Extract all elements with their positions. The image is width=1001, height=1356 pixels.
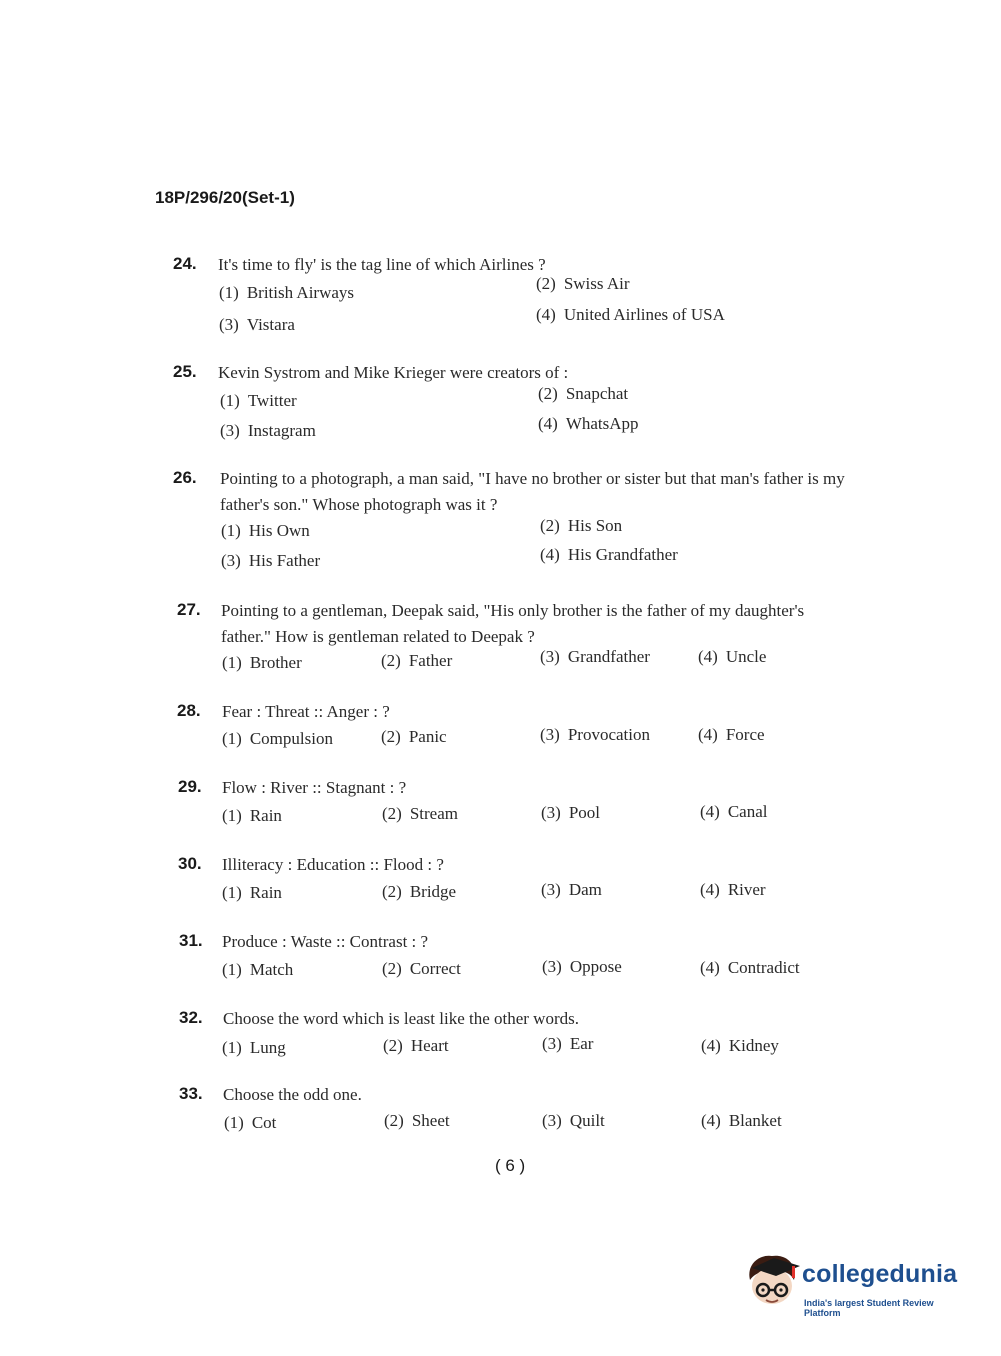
question-number: 31. bbox=[179, 931, 203, 950]
option-number: (2) bbox=[538, 384, 558, 403]
option-4 bbox=[701, 1036, 779, 1056]
brand-tagline: India's largest Student Review Platform bbox=[804, 1298, 934, 1318]
option-text: Brother bbox=[249, 653, 302, 672]
page-number: ( 6 ) bbox=[495, 1156, 526, 1175]
option-3 bbox=[540, 647, 650, 667]
option-2 bbox=[382, 959, 461, 979]
option-number: (2) bbox=[536, 274, 556, 293]
option-number: (2) bbox=[382, 804, 402, 823]
option-number: (1) bbox=[220, 391, 240, 410]
option-1 bbox=[219, 283, 354, 303]
option-text: Provocation bbox=[567, 725, 650, 744]
option-number: (3) bbox=[540, 725, 560, 744]
option-4 bbox=[700, 880, 766, 900]
option-number: (2) bbox=[382, 959, 402, 978]
option-text: Force bbox=[725, 725, 765, 744]
question-text: Choose the word which is least like the other words. bbox=[223, 1009, 579, 1028]
option-number: (4) bbox=[701, 1036, 721, 1055]
option-1 bbox=[222, 806, 282, 826]
question-number: 24. bbox=[173, 254, 197, 273]
option-number: (1) bbox=[222, 729, 242, 748]
option-text: Rain bbox=[249, 806, 282, 825]
question-text: Flow : River :: Stagnant : ? bbox=[222, 778, 407, 797]
option-number: (2) bbox=[381, 651, 401, 670]
option-number: (1) bbox=[219, 283, 239, 302]
option-text: Heart bbox=[410, 1036, 449, 1055]
question-text: Fear : Threat :: Anger : ? bbox=[222, 702, 390, 721]
option-text: Canal bbox=[727, 802, 768, 821]
option-3 bbox=[542, 957, 622, 977]
option-text: Rain bbox=[249, 883, 282, 902]
question-number: 26. bbox=[173, 468, 197, 487]
option-4 bbox=[701, 1111, 782, 1131]
brand-name: collegedunia bbox=[802, 1260, 958, 1288]
option-text: Snapchat bbox=[565, 384, 629, 403]
option-number: (3) bbox=[220, 421, 240, 440]
option-text: His Grandfather bbox=[567, 545, 678, 564]
collegedunia-watermark bbox=[742, 1250, 972, 1320]
question-number: 28. bbox=[177, 701, 201, 720]
option-2 bbox=[382, 882, 456, 902]
option-number: (2) bbox=[381, 727, 401, 746]
option-1 bbox=[222, 653, 302, 673]
option-text: Match bbox=[249, 960, 294, 979]
option-number: (4) bbox=[701, 1111, 721, 1130]
option-2 bbox=[382, 804, 458, 824]
option-text: Grandfather bbox=[567, 647, 650, 666]
option-number: (4) bbox=[698, 725, 718, 744]
option-number: (2) bbox=[382, 882, 402, 901]
option-text: Dam bbox=[568, 880, 602, 899]
option-1 bbox=[222, 1038, 286, 1058]
option-1 bbox=[224, 1113, 276, 1133]
question-text: Produce : Waste :: Contrast : ? bbox=[222, 932, 429, 951]
option-number: (3) bbox=[541, 880, 561, 899]
option-number: (1) bbox=[222, 806, 242, 825]
option-text: United Airlines of USA bbox=[563, 305, 725, 324]
option-number: (2) bbox=[383, 1036, 403, 1055]
option-2 bbox=[536, 274, 630, 294]
option-number: (4) bbox=[538, 414, 558, 433]
option-text: Blanket bbox=[728, 1111, 782, 1130]
option-4 bbox=[536, 305, 725, 325]
question-number: 32. bbox=[179, 1008, 203, 1027]
option-text: Sheet bbox=[411, 1111, 450, 1130]
option-text: Ear bbox=[569, 1034, 594, 1053]
option-number: (4) bbox=[700, 958, 720, 977]
option-number: (3) bbox=[542, 1111, 562, 1130]
option-text: Compulsion bbox=[249, 729, 333, 748]
option-4 bbox=[540, 545, 678, 565]
option-number: (1) bbox=[221, 521, 241, 540]
option-number: (4) bbox=[540, 545, 560, 564]
option-number: (3) bbox=[540, 647, 560, 666]
option-text: River bbox=[727, 880, 766, 899]
option-1 bbox=[222, 883, 282, 903]
option-1 bbox=[222, 729, 333, 749]
option-number: (1) bbox=[222, 653, 242, 672]
option-number: (1) bbox=[222, 960, 242, 979]
option-4 bbox=[700, 802, 767, 822]
option-text: Stream bbox=[409, 804, 458, 823]
option-text: Contradict bbox=[727, 958, 800, 977]
option-3 bbox=[220, 421, 316, 441]
option-4 bbox=[698, 647, 766, 667]
option-text: Cot bbox=[251, 1113, 277, 1132]
option-number: (4) bbox=[700, 880, 720, 899]
option-text: His Son bbox=[567, 516, 623, 535]
option-text: Father bbox=[408, 651, 453, 670]
option-3 bbox=[542, 1111, 605, 1131]
option-number: (4) bbox=[700, 802, 720, 821]
option-2 bbox=[384, 1111, 450, 1131]
option-1 bbox=[221, 521, 310, 541]
option-number: (2) bbox=[540, 516, 560, 535]
option-3 bbox=[221, 551, 320, 571]
option-text: Bridge bbox=[409, 882, 457, 901]
option-3 bbox=[542, 1034, 593, 1054]
option-text: Swiss Air bbox=[563, 274, 630, 293]
option-text: Vistara bbox=[246, 315, 295, 334]
option-2 bbox=[381, 651, 452, 671]
option-text: Pool bbox=[568, 803, 601, 822]
option-4 bbox=[538, 414, 639, 434]
option-number: (3) bbox=[542, 957, 562, 976]
option-text: His Father bbox=[248, 551, 321, 570]
option-text: Uncle bbox=[725, 647, 767, 666]
option-text: British Airways bbox=[246, 283, 355, 302]
option-number: (4) bbox=[698, 647, 718, 666]
question-text: It's time to fly' is the tag line of which Airlines ? bbox=[218, 255, 546, 274]
option-number: (3) bbox=[219, 315, 239, 334]
option-number: (3) bbox=[542, 1034, 562, 1053]
option-number: (3) bbox=[541, 803, 561, 822]
option-2 bbox=[381, 727, 447, 747]
option-number: (1) bbox=[224, 1113, 244, 1132]
option-2 bbox=[540, 516, 622, 536]
option-3 bbox=[541, 803, 600, 823]
option-number: (2) bbox=[384, 1111, 404, 1130]
option-3 bbox=[219, 315, 295, 335]
option-text: Twitter bbox=[247, 391, 297, 410]
option-number: (3) bbox=[221, 551, 241, 570]
question-text: Illiteracy : Education :: Flood : ? bbox=[222, 855, 444, 874]
option-number: (1) bbox=[222, 1038, 242, 1057]
question-text: Choose the odd one. bbox=[223, 1085, 362, 1104]
option-text: His Own bbox=[248, 521, 310, 540]
option-text: Lung bbox=[249, 1038, 286, 1057]
question-number: 33. bbox=[179, 1084, 203, 1103]
question-text: Pointing to a photograph, a man said, "I have no brother or sister but that man's father is my father's son." Whose photograph was it ? bbox=[220, 469, 845, 514]
question-number: 25. bbox=[173, 362, 197, 381]
option-number: (4) bbox=[536, 305, 556, 324]
paper-code: 18P/296/20(Set-1) bbox=[155, 188, 295, 207]
question-number: 30. bbox=[178, 854, 202, 873]
question-text: Pointing to a gentleman, Deepak said, "His only brother is the father of my daughter's father." How is gentleman related to Deepak ? bbox=[221, 601, 805, 646]
question-number: 29. bbox=[178, 777, 202, 796]
option-3 bbox=[541, 880, 602, 900]
option-3 bbox=[540, 725, 650, 745]
student-mascot-icon bbox=[742, 1250, 802, 1312]
option-number: (1) bbox=[222, 883, 242, 902]
option-text: Quilt bbox=[569, 1111, 605, 1130]
question-text: Kevin Systrom and Mike Krieger were creators of : bbox=[218, 363, 569, 382]
option-text: WhatsApp bbox=[565, 414, 639, 433]
option-text: Panic bbox=[408, 727, 447, 746]
option-2 bbox=[383, 1036, 449, 1056]
option-text: Kidney bbox=[728, 1036, 779, 1055]
option-1 bbox=[220, 391, 297, 411]
option-text: Correct bbox=[409, 959, 461, 978]
option-4 bbox=[698, 725, 765, 745]
option-text: Instagram bbox=[247, 421, 316, 440]
option-2 bbox=[538, 384, 628, 404]
question-number: 27. bbox=[177, 600, 201, 619]
option-text: Oppose bbox=[569, 957, 622, 976]
option-4 bbox=[700, 958, 800, 978]
option-1 bbox=[222, 960, 293, 980]
